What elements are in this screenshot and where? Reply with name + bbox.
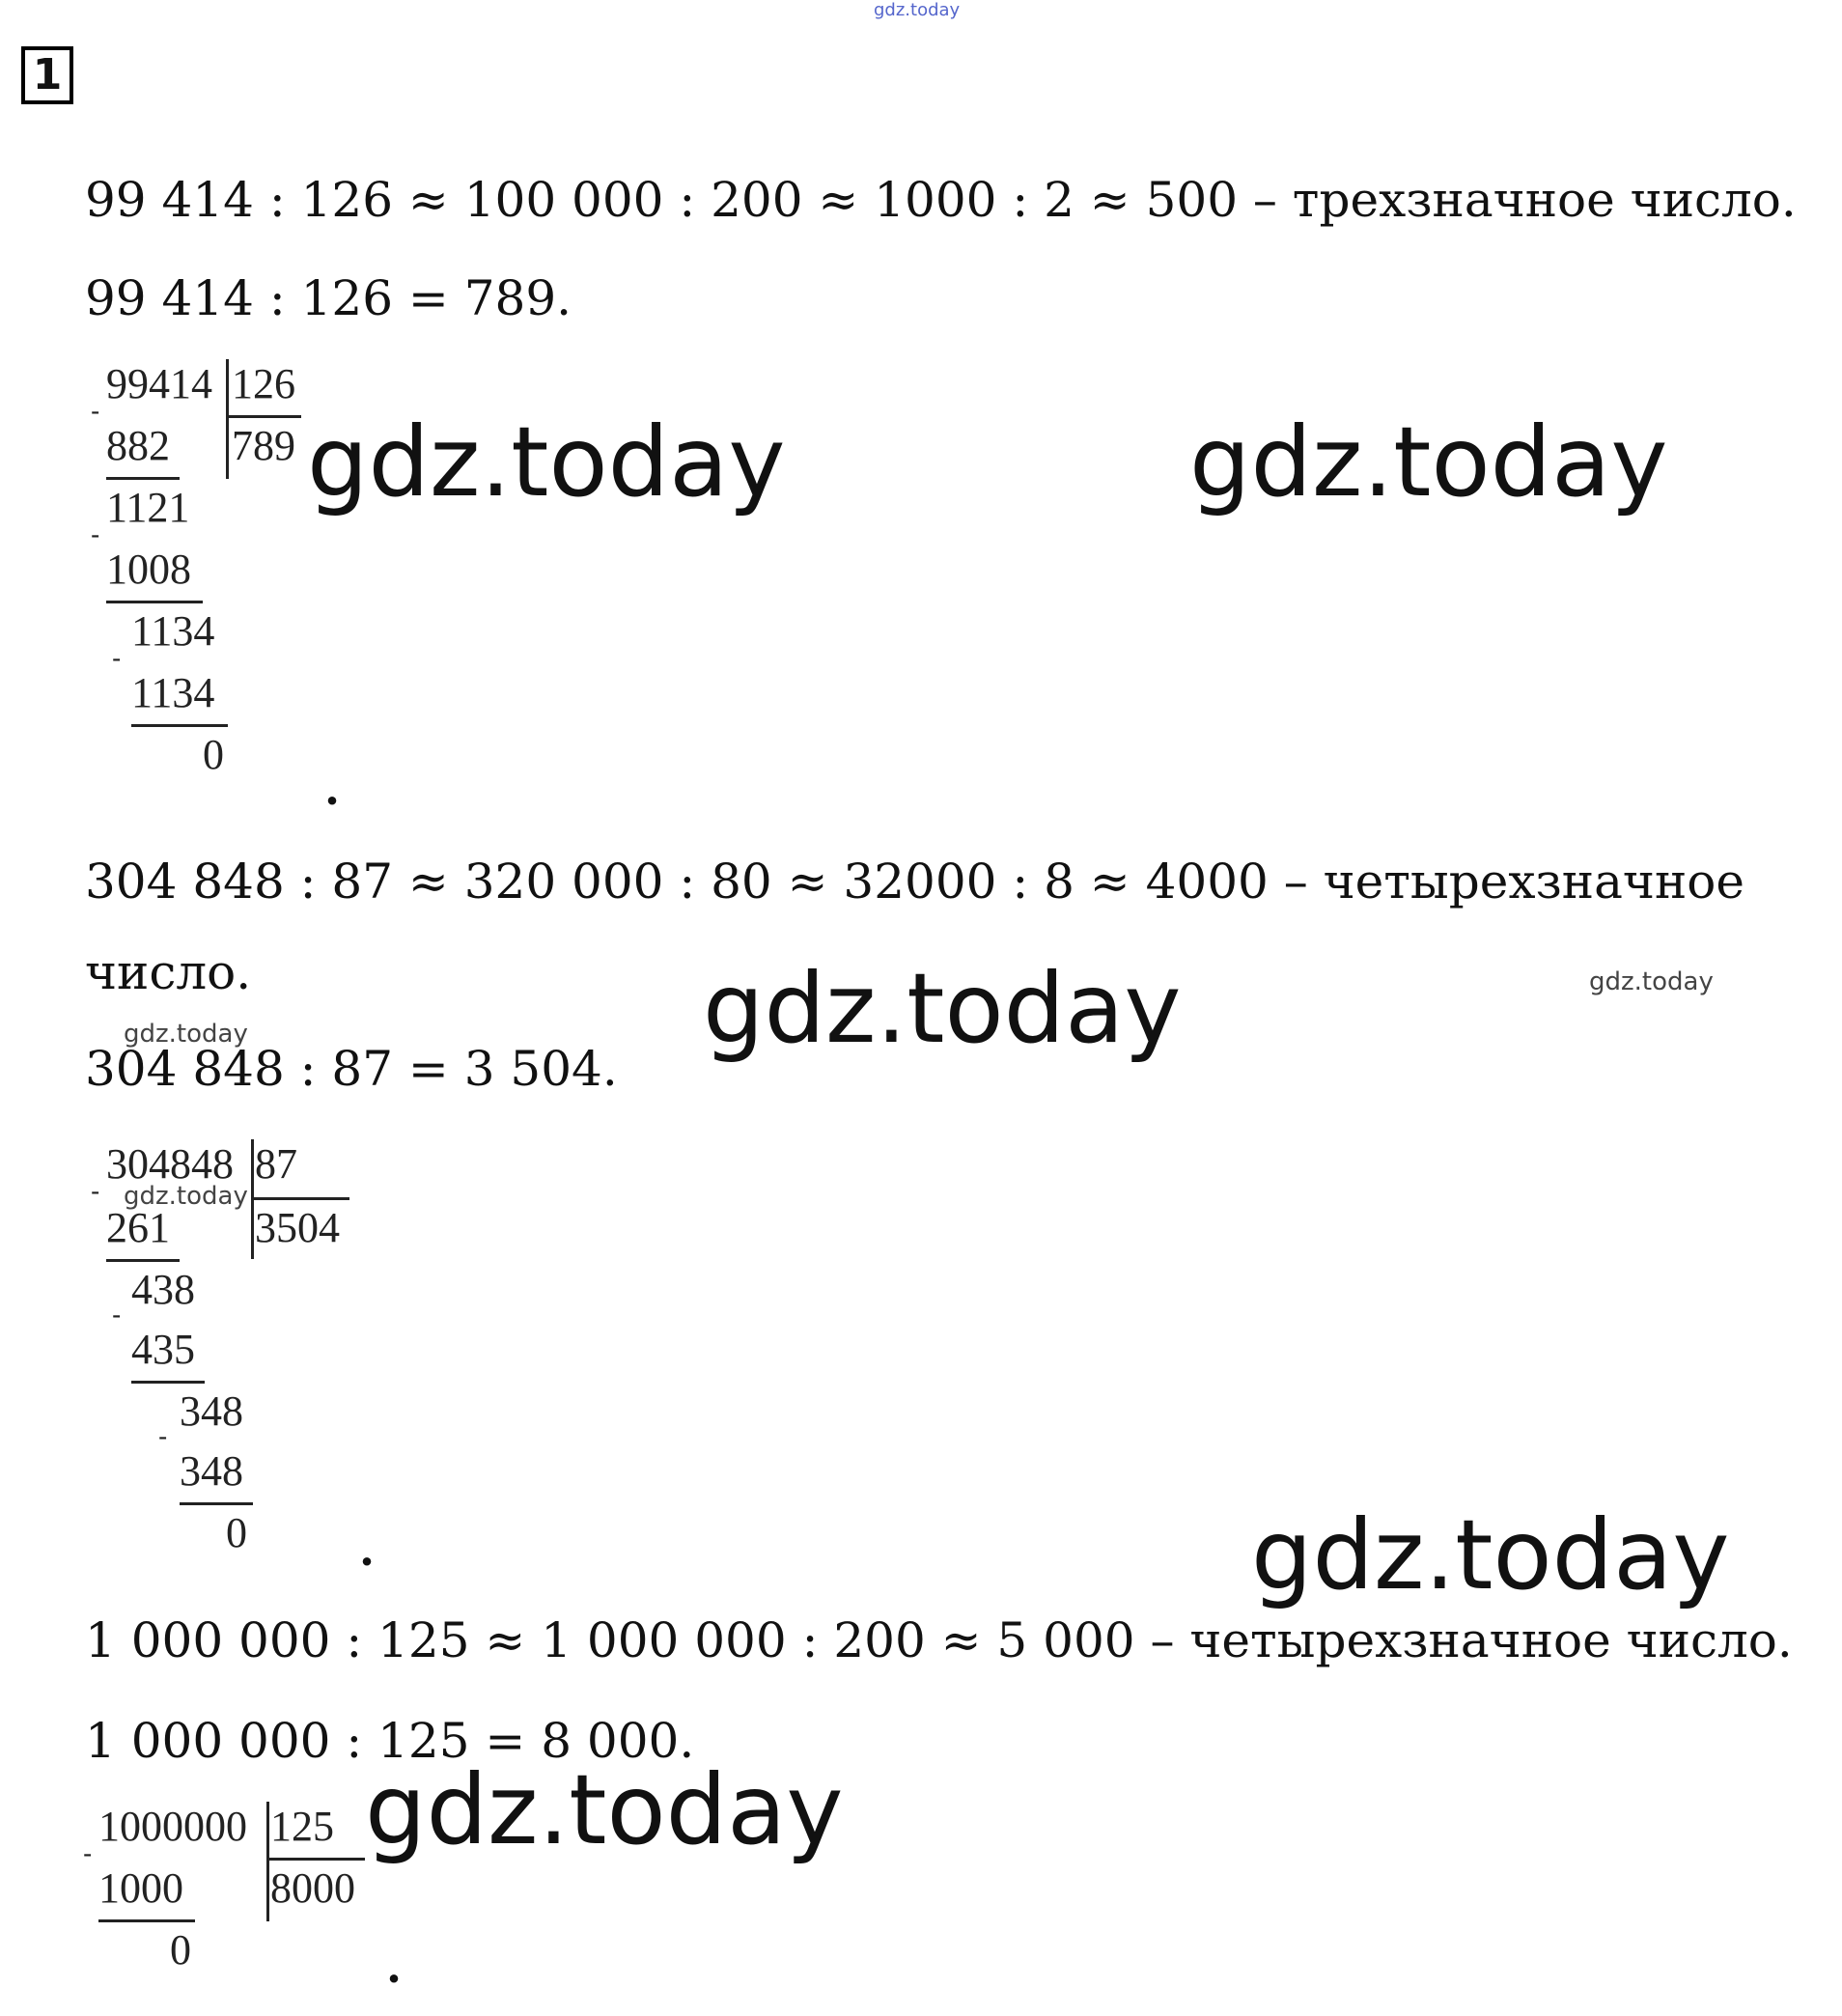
step: 0 xyxy=(170,1926,191,1974)
step: 1008 xyxy=(106,546,191,593)
step: 1134 xyxy=(131,607,215,655)
part2-estimate-line2: число. xyxy=(85,944,252,1000)
step: 438 xyxy=(131,1266,195,1313)
quotient: 3504 xyxy=(255,1204,340,1251)
watermark: gdz.today xyxy=(307,406,786,518)
step: 0 xyxy=(203,731,224,778)
part1-result: 99 414 : 126 = 789. xyxy=(85,270,572,326)
step: 1121 xyxy=(106,484,190,531)
part2-result: 304 848 : 87 = 3 504. xyxy=(85,1041,618,1097)
watermark-top: gdz.today xyxy=(874,0,961,20)
task-number-box: 1 xyxy=(21,46,73,104)
watermark: gdz.today xyxy=(1251,1498,1730,1611)
watermark-small: gdz.today xyxy=(124,1182,248,1211)
step: 348 xyxy=(180,1447,243,1495)
watermark-small: gdz.today xyxy=(124,1020,248,1049)
step: 1000 xyxy=(98,1864,183,1912)
part1-estimate: 99 414 : 126 ≈ 100 000 : 200 ≈ 1000 : 2 ≈ 500 – трехзначное число. xyxy=(85,172,1797,228)
step: 435 xyxy=(131,1326,195,1373)
step: 261 xyxy=(106,1204,170,1251)
step: 348 xyxy=(180,1387,243,1435)
watermark: gdz.today xyxy=(703,952,1182,1065)
quotient: 789 xyxy=(232,422,295,469)
step: 882 xyxy=(106,422,170,469)
step: 0 xyxy=(226,1509,247,1556)
part3-estimate: 1 000 000 : 125 ≈ 1 000 000 : 200 ≈ 5 000 – четырехзначное число. xyxy=(85,1612,1793,1668)
part3-result: 1 000 000 : 125 = 8 000. xyxy=(85,1713,695,1769)
watermark: gdz.today xyxy=(365,1753,844,1866)
part2-estimate-line1: 304 848 : 87 ≈ 320 000 : 80 ≈ 32000 : 8 ≈ 4000 – четырехзначное xyxy=(85,854,1744,910)
quotient: 8000 xyxy=(270,1864,355,1912)
divisor: 125 xyxy=(270,1803,334,1850)
watermark: gdz.today xyxy=(1189,406,1668,518)
dividend: 304848 xyxy=(106,1140,234,1188)
watermark-small: gdz.today xyxy=(1589,967,1714,996)
divisor: 87 xyxy=(255,1140,297,1188)
step: 1134 xyxy=(131,669,215,716)
dividend: 1000000 xyxy=(98,1803,247,1850)
divisor: 126 xyxy=(232,360,295,407)
dividend: 99414 xyxy=(106,360,212,407)
